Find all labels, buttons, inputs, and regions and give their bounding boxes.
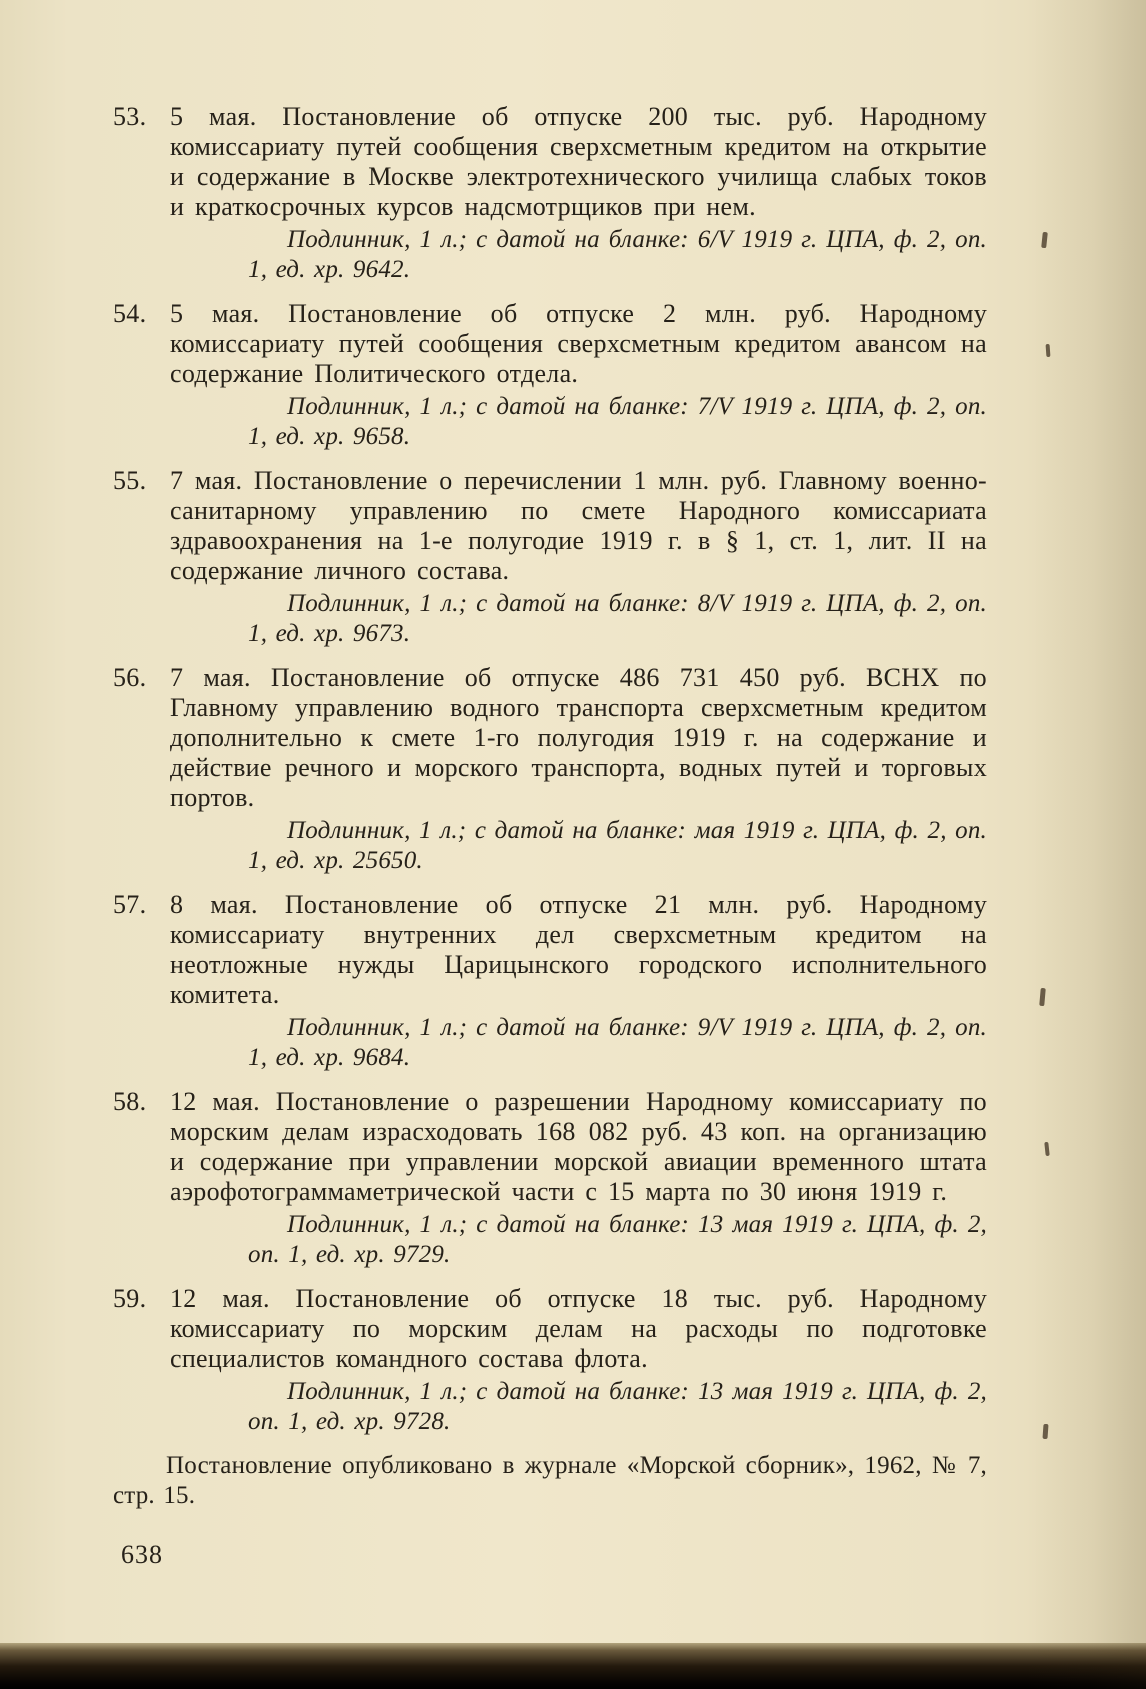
- entry-body: 12 мая. Постановление об отпуске 18 тыс. руб. Народному комиссариату по морским делам на расходы по подготовке специалистов командного состава флота.: [170, 1284, 987, 1373]
- entry-body: 8 мая. Постановление об отпуске 21 млн. руб. Народному комиссариату внутренних дел сверхсметным кредитом на неотложные нужды Царицынского городского исполнительного комитета.: [170, 890, 987, 1009]
- entry-body: 7 мая. Постановление об отпуске 486 731 450 руб. ВСНХ по Главному управлению водного транспорта сверхсметным кредитом дополнительно к смете 1-го полугодия 1919 г. на содержание и действие речного и морского транспорта, водных путей и торговых портов.: [170, 663, 987, 812]
- scan-artifact: [1039, 988, 1046, 1006]
- entry-body: 5 мая. Постановление об отпуске 200 тыс. руб. Народному комиссариату путей сообщения сверхсметным кредитом на открытие и содержание в Москве электротехнического училища слабых токов и краткосрочных курсов надсмотрщиков при нем.: [170, 102, 987, 221]
- entry-number: 54.: [113, 299, 147, 328]
- entry-citation: Подлинник, 1 л.; с датой на бланке: мая 1919 г. ЦПА, ф. 2, оп. 1, ед. хр. 25650.: [248, 817, 987, 874]
- entry-citation: Подлинник, 1 л.; с датой на бланке: 9/V 1919 г. ЦПА, ф. 2, оп. 1, ед. хр. 9684.: [248, 1014, 987, 1071]
- entry-citation: Подлинник, 1 л.; с датой на бланке: 6/V 1919 г. ЦПА, ф. 2, оп. 1, ед. хр. 9642.: [248, 226, 987, 283]
- entry-citation: Подлинник, 1 л.; с датой на бланке: 13 мая 1919 г. ЦПА, ф. 2, оп. 1, ед. хр. 9728.: [248, 1378, 987, 1435]
- entry-body: 12 мая. Постановление о разрешении Народному комиссариату по морским делам израсходовать 168 082 руб. 43 коп. на организацию и содержание при управлении морской авиации временного штата аэрофотограммаметрической части с 15 марта по 30 июня 1919 г.: [170, 1087, 987, 1206]
- entry-body: 5 мая. Постановление об отпуске 2 млн. руб. Народному комиссариату путей сообщения сверхсметным кредитом авансом на содержание Политического отдела.: [170, 299, 987, 388]
- entry-56: [113, 663, 987, 876]
- scan-artifact: [1046, 344, 1051, 357]
- entry-58: [113, 1087, 987, 1270]
- entry-citation: Подлинник, 1 л.; с датой на бланке: 8/V 1919 г. ЦПА, ф. 2, оп. 1, ед. хр. 9673.: [248, 590, 987, 647]
- page-number: 638: [121, 1540, 163, 1569]
- entry-number: 57.: [113, 890, 147, 919]
- entry-number: 59.: [113, 1284, 147, 1313]
- page-content: [113, 102, 987, 1511]
- scan-artifact: [1044, 1142, 1049, 1156]
- publication-footnote: Постановление опубликовано в журнале «Морской сборник», 1962, № 7, стр. 15.: [113, 1452, 987, 1509]
- entry-54: [113, 299, 987, 452]
- entry-number: 58.: [113, 1087, 147, 1116]
- entry-citation: Подлинник, 1 л.; с датой на бланке: 13 мая 1919 г. ЦПА, ф. 2, оп. 1, ед. хр. 9729.: [248, 1211, 987, 1268]
- entry-number: 53.: [113, 102, 147, 131]
- entry-55: [113, 466, 987, 649]
- scan-bottom-edge: [0, 1643, 1146, 1689]
- entry-number: 56.: [113, 663, 147, 692]
- entry-59: [113, 1284, 987, 1437]
- entry-number: 55.: [113, 466, 147, 495]
- scan-artifact: [1041, 232, 1048, 248]
- entry-57: [113, 890, 987, 1073]
- scan-artifact: [1042, 1424, 1048, 1439]
- entry-citation: Подлинник, 1 л.; с датой на бланке: 7/V 1919 г. ЦПА, ф. 2, оп. 1, ед. хр. 9658.: [248, 393, 987, 450]
- entry-53: [113, 102, 987, 285]
- entry-body: 7 мая. Постановление о перечислении 1 млн. руб. Главному военно-санитарному управлению по смете Народного комиссариата здравоохранения на 1-е полугодие 1919 г. в § 1, ст. 1, лит. II на содержание личного состава.: [170, 466, 987, 585]
